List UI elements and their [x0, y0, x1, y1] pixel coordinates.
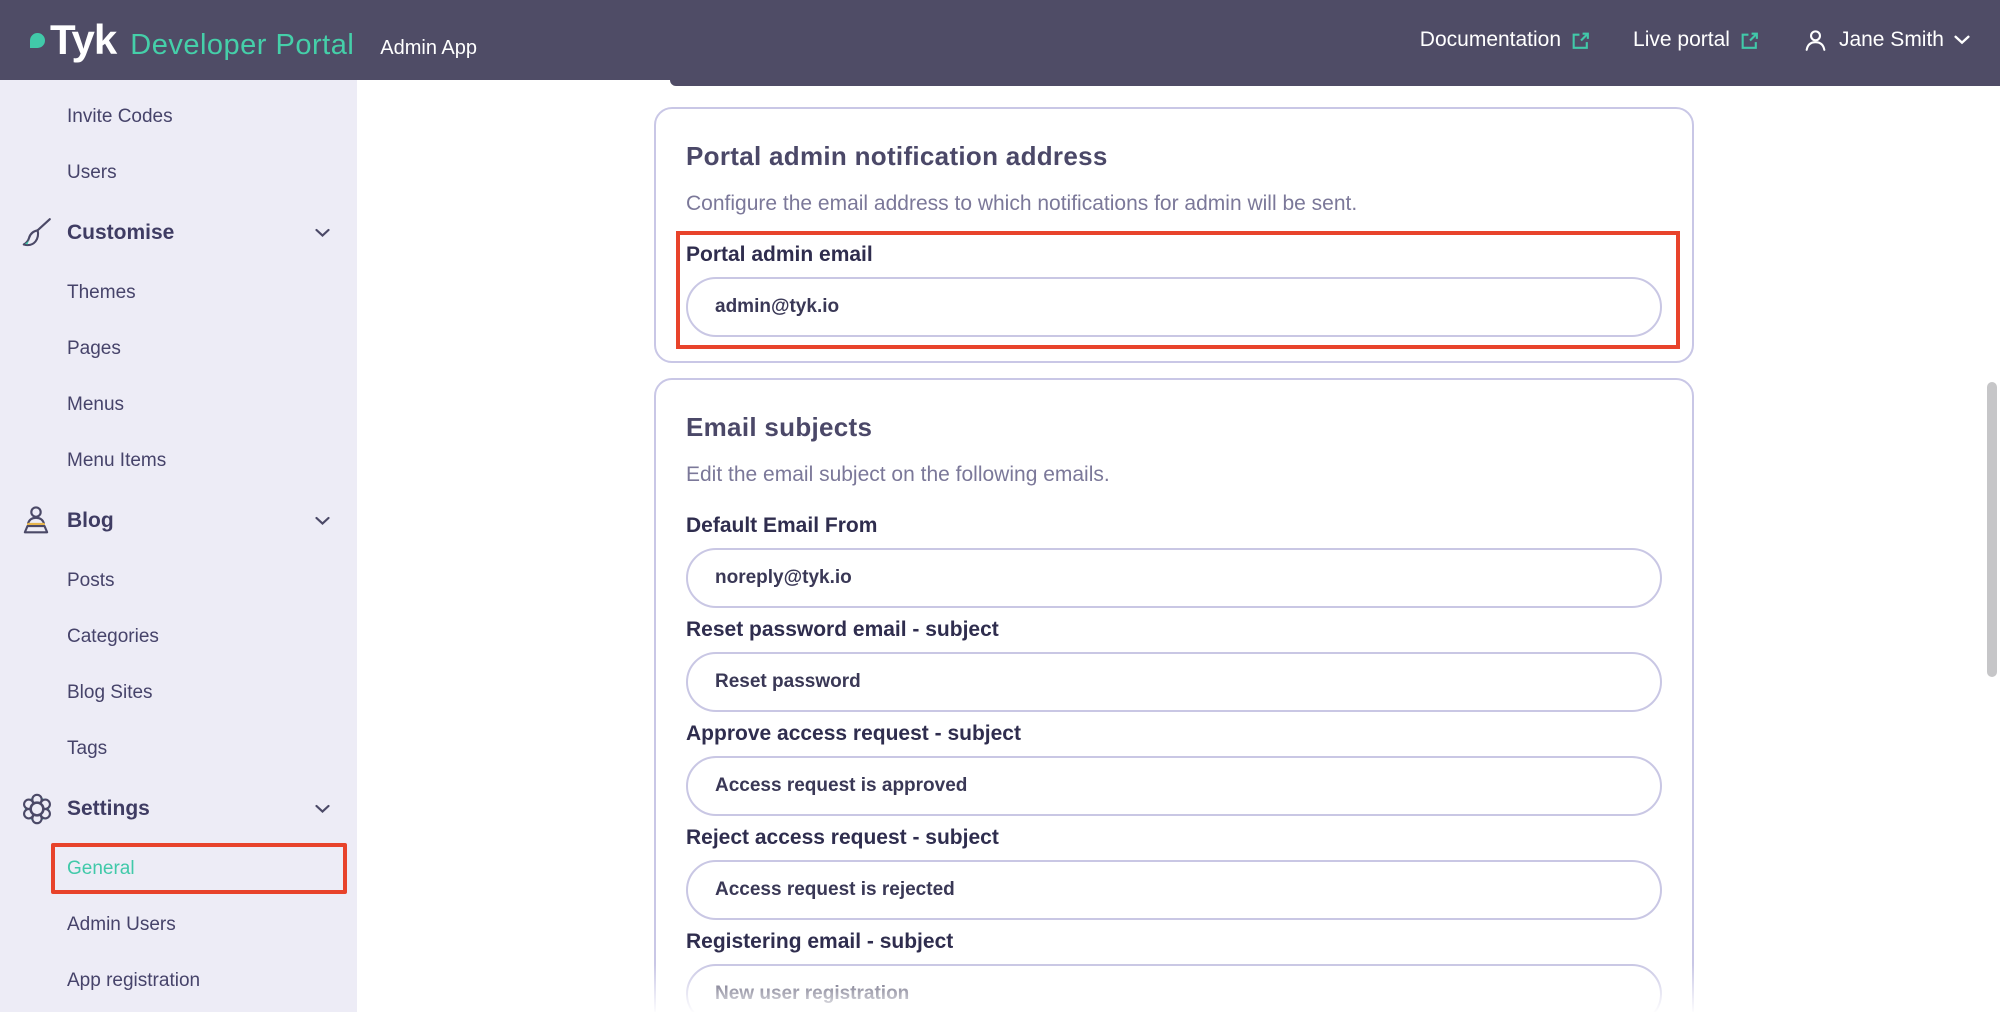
sidebar-item-posts[interactable] — [0, 553, 357, 609]
app-label: Admin App — [380, 36, 477, 59]
sidebar-item-blog-sites[interactable] — [0, 665, 357, 721]
field-portal-admin-email-group — [686, 243, 1662, 337]
user-name: Jane Smith — [1838, 28, 1944, 51]
sidebar-section-customise[interactable] — [0, 201, 357, 265]
field-label: Approve access request - subject — [686, 722, 1021, 745]
external-link-icon — [1570, 30, 1591, 51]
sidebar-section-label: Customise — [67, 221, 175, 244]
card-title: Portal admin notification address — [686, 141, 1108, 171]
sidebar-item-label: Invite Codes — [67, 106, 173, 127]
sidebar-nav — [0, 80, 357, 1012]
sidebar-item-invite-codes[interactable] — [0, 89, 357, 145]
scrollbar-thumb[interactable] — [1987, 382, 1997, 677]
field-reject-access-subject — [686, 826, 1662, 920]
sidebar-item-label: General — [67, 858, 135, 879]
sidebar-section-settings[interactable] — [0, 777, 357, 841]
sidebar-section-label: Blog — [67, 509, 114, 532]
sidebar-item-label: Tags — [67, 738, 108, 759]
main-content — [357, 80, 2000, 1012]
sidebar-item-label: Blog Sites — [67, 682, 153, 703]
user-menu[interactable] — [1802, 27, 1970, 54]
paintbrush-icon — [19, 216, 53, 250]
card-description: Edit the email subject on the following emails. — [686, 463, 1110, 486]
approve-access-subject-input[interactable] — [686, 756, 1662, 816]
registering-email-subject-input[interactable] — [686, 964, 1662, 1012]
live-portal-link[interactable] — [1633, 28, 1760, 52]
sidebar-item-label: Users — [67, 162, 117, 183]
documentation-label: Documentation — [1419, 28, 1562, 51]
sidebar-item-admin-users[interactable] — [0, 897, 357, 953]
header-nav — [1420, 27, 1970, 54]
card-email-subjects — [654, 378, 1694, 1012]
field-registering-email-subject — [686, 930, 1662, 1012]
field-approve-access-subject — [686, 722, 1662, 816]
top-header — [0, 0, 2000, 80]
field-label: Portal admin email — [686, 243, 873, 266]
field-label: Reject access request - subject — [686, 826, 999, 849]
sidebar-item-general[interactable] — [0, 841, 357, 897]
card-title: Email subjects — [686, 412, 873, 442]
field-default-email-from — [686, 514, 1662, 608]
sidebar-item-label: Admin Users — [67, 914, 176, 935]
sidebar-item-label: Posts — [67, 570, 115, 591]
sidebar-item-pages[interactable] — [0, 321, 357, 377]
chevron-down-icon — [315, 517, 330, 526]
live-portal-label: Live portal — [1633, 28, 1730, 51]
field-label: Registering email - subject — [686, 930, 954, 953]
sidebar-item-categories[interactable] — [0, 609, 357, 665]
tyk-leaf-icon — [30, 33, 45, 48]
sidebar-item-menus[interactable] — [0, 377, 357, 433]
scrolled-panel-edge — [670, 80, 2000, 86]
sidebar-item-label: Menus — [67, 394, 125, 415]
chevron-down-icon — [315, 805, 330, 814]
field-label: Reset password email - subject — [686, 618, 999, 641]
sidebar-item-menu-items[interactable] — [0, 433, 357, 489]
sidebar-section-blog[interactable] — [0, 489, 357, 553]
portal-admin-email-input[interactable] — [686, 277, 1662, 337]
user-icon — [1802, 27, 1829, 54]
sidebar-section-label: Settings — [67, 797, 150, 820]
external-link-icon — [1739, 30, 1760, 51]
sidebar-item-label: App registration — [67, 970, 201, 991]
sidebar-item-tags[interactable] — [0, 721, 357, 777]
card-portal-admin-notification — [654, 107, 1694, 363]
sidebar-item-label: Menu Items — [67, 450, 167, 471]
default-email-from-input[interactable] — [686, 548, 1662, 608]
product-name: Developer Portal — [130, 28, 355, 61]
logo-text: Tyk — [50, 15, 117, 63]
chevron-down-icon — [315, 229, 330, 238]
sidebar-item-label: Categories — [67, 626, 159, 647]
reject-access-subject-input[interactable] — [686, 860, 1662, 920]
documentation-link[interactable] — [1420, 28, 1591, 52]
field-label: Default Email From — [686, 514, 878, 537]
brand-logo — [30, 15, 477, 63]
reset-password-subject-input[interactable] — [686, 652, 1662, 712]
field-reset-password-subject — [686, 618, 1662, 712]
sidebar-item-users[interactable] — [0, 145, 357, 201]
chevron-down-icon — [1954, 35, 1970, 45]
sidebar-item-app-registration[interactable] — [0, 953, 357, 1009]
gear-icon — [19, 791, 55, 827]
sidebar-item-label: Pages — [67, 338, 121, 359]
blog-icon — [19, 504, 53, 538]
sidebar-item-label: Themes — [67, 282, 136, 303]
sidebar-item-themes[interactable] — [0, 265, 357, 321]
card-description: Configure the email address to which notifications for admin will be sent. — [686, 192, 1358, 215]
